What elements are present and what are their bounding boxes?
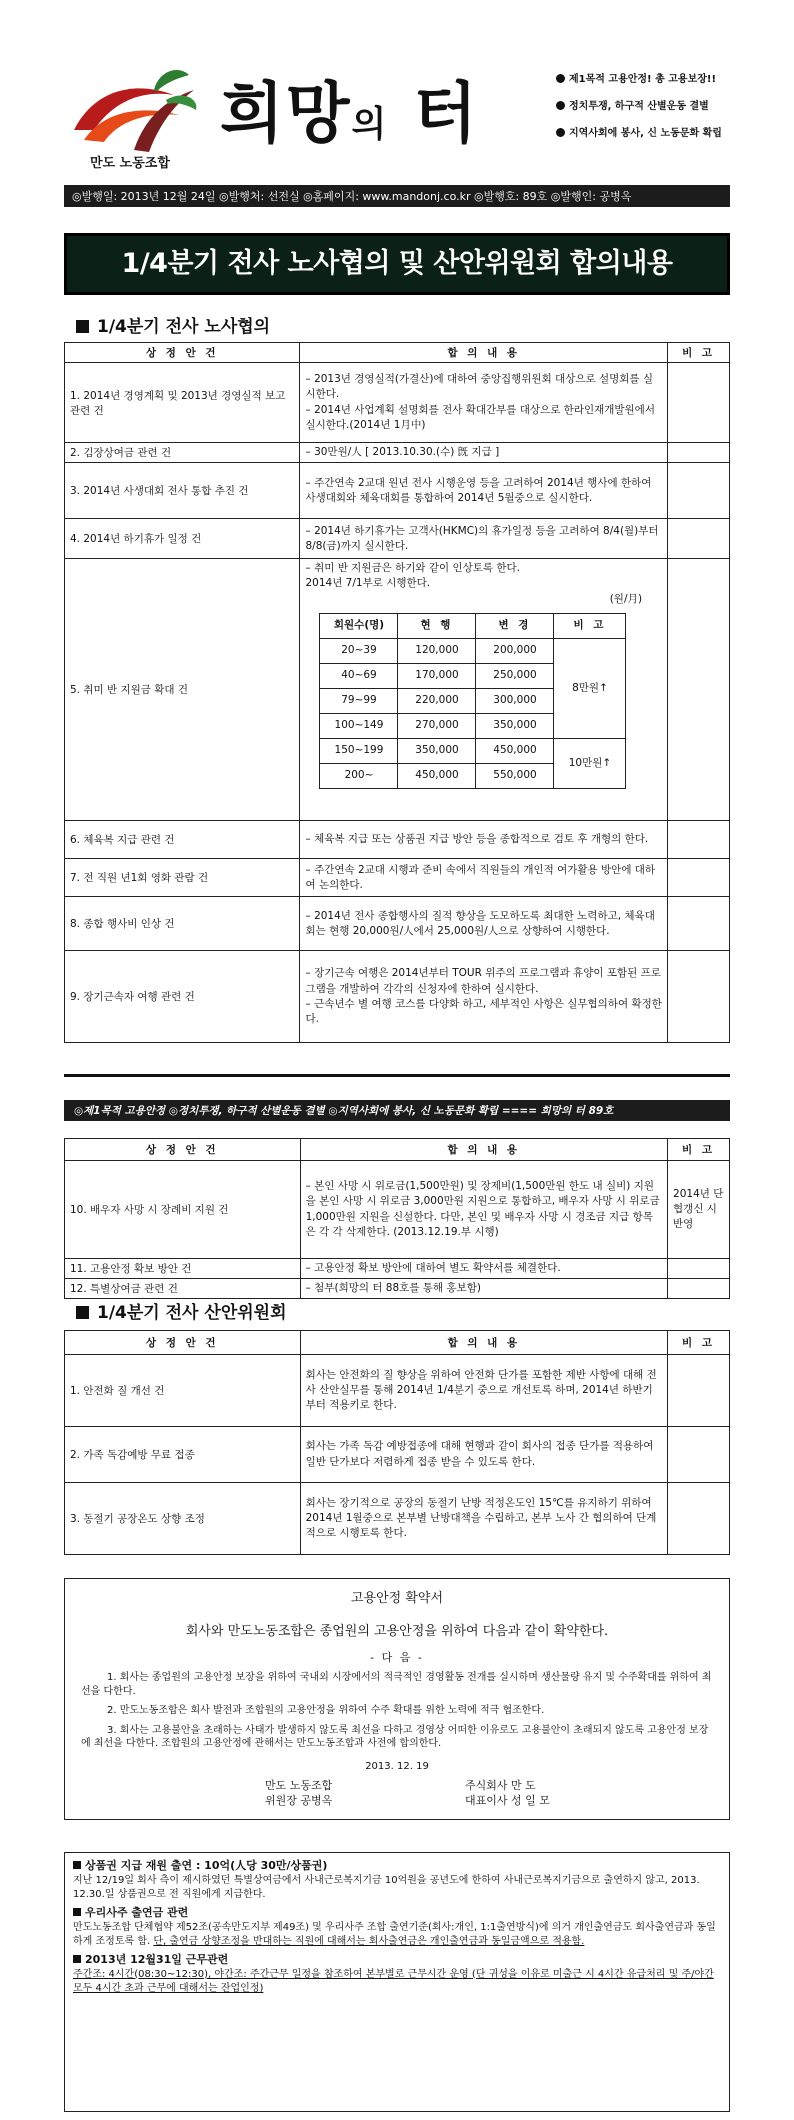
section-heading-labor-council: 1/4분기 전사 노사협의	[76, 312, 270, 337]
agenda-item: 12. 특별상여금 관련 건	[65, 1279, 301, 1299]
col-header-result: 합 의 내 용	[300, 343, 668, 363]
agreement-text: 회사는 안전화의 질 향상을 위하여 안전화 단가를 포함한 제반 사항에 대해 전사 산안실무를 통해 2014년 1/4분기 중으로 개선토록 하며, 2014년 하반기부터 적용키로 한다.	[300, 1355, 667, 1427]
slogan-item: 제1목적 고용안정! 총 고용보장!!	[556, 70, 756, 85]
pledge-item: 3. 회사는 고용불안을 초래하는 사태가 발생하지 않도록 최선을 다하고 경영상 어떠한 이유로도 고용불안이 초래되지 않도록 고용안정 보장에 최선을 다한다. 조합원의 고용안정에 관해서는 만도노동조합과 사전에 합의한다.	[81, 1724, 709, 1749]
notice-heading: 우리사주 출연금 관련	[73, 1905, 721, 1921]
pledge-intro: 회사와 만도노동조합은 종업원의 고용안정을 위하여 다음과 같이 확약한다.	[185, 1624, 609, 1639]
square-bullet-icon	[73, 1908, 81, 1916]
table-row	[65, 1161, 730, 1259]
slogan-item: 정치투쟁, 하구적 산별운동 결별	[556, 97, 756, 112]
square-bullet-icon	[73, 1861, 81, 1869]
agenda-item: 2. 가족 독감예방 무료 접종	[65, 1427, 301, 1483]
pledge-item: 2. 만도노동조합은 회사 발전과 조합원의 고용안정을 위하여 수주 확대를 위한 노력에 적극 협조한다.	[107, 1705, 545, 1716]
table-row: 20~39 120,000 200,000 8만원↑	[320, 638, 626, 663]
square-bullet-icon	[76, 320, 89, 333]
notice-heading: 2013년 12월31일 근무관련	[73, 1952, 721, 1968]
note-cell	[668, 897, 730, 951]
title-part-a: 희망	[220, 74, 352, 152]
slogan-list	[556, 70, 756, 151]
pledge-date: 2013. 12. 19	[365, 1760, 429, 1772]
agenda-item: 2. 김장상여금 관련 건	[65, 443, 300, 463]
signature-union: 만도 노동조합 위원장 공병옥	[265, 1779, 333, 1807]
newsletter-title	[220, 60, 540, 170]
note-cell	[668, 951, 730, 1043]
slogan-strip: ◎제1목적 고용안정 ◎정치투쟁, 하구적 산별운동 결별 ◎지역사회에 봉사, 신 노동문화 확립 ==== 희망의 터 89호	[64, 1100, 730, 1121]
title-part-c: 터	[413, 74, 480, 152]
title-part-b: 의	[351, 103, 389, 145]
labor-council-table-continued	[64, 1138, 730, 1299]
pledge-item: 1. 회사는 종업원의 고용안정 보장을 위하여 국내외 시장에서의 적극적인 경영활동 전개를 실시하며 생산물량 유지 및 수주확대를 위하여 최선을 다한다.	[81, 1672, 712, 1697]
bullet-icon	[556, 74, 565, 83]
table-row	[65, 559, 730, 821]
agenda-item: 10. 배우자 사망 시 장례비 지원 건	[65, 1161, 301, 1259]
notice-text: 만도노동조합 단체협약 제52조(공속만도지부 제49조) 및 우리사주 조합 출연기준(회사:개인, 1:1출연방식)에 의거 개인출연금도 회사출연금과 동일하게 조정토록 함. 단, 출연금 상향조정을 반대하는 직원에 대해서는 회사출연금은 개인출연금과 동일금액으로 적용함.	[73, 1921, 716, 1948]
col-header: 변 경	[476, 613, 554, 638]
notice-heading: 상품권 지급 재원 출연 : 10억(人당 30만/상품권)	[73, 1858, 721, 1874]
agreement-text: – 2014년 하기휴가는 고객사(HKMC)의 휴가일정 등을 고려하여 8/4(월)부터 8/8(금)까지 실시한다.	[300, 519, 668, 559]
table-row	[65, 363, 730, 443]
union-name: 만도 노동조합	[90, 156, 170, 171]
bullet-icon	[556, 128, 565, 137]
divider	[64, 1074, 730, 1077]
table-row: 79~99 220,000 300,000	[320, 688, 626, 713]
headline-banner: 1/4분기 전사 노사협의 및 산안위원회 합의내용	[64, 233, 730, 295]
table-row	[65, 821, 730, 859]
agenda-item: 7. 전 직원 년1회 영화 관람 건	[65, 859, 300, 897]
agreement-text: – 주간연속 2교대 원년 전사 시행운영 등을 고려하여 2014년 행사에 한하여 사생대회와 체육대회를 통합하여 2014년 5월중으로 실시한다.	[300, 463, 668, 519]
agenda-item: 8. 종합 행사비 인상 건	[65, 897, 300, 951]
square-bullet-icon	[76, 1306, 89, 1319]
notice-box	[64, 1852, 730, 2112]
increase-note: 8만원↑	[554, 638, 626, 738]
table-row	[65, 463, 730, 519]
agenda-item: 3. 2014년 사생대회 전사 통합 추진 건	[65, 463, 300, 519]
col-header-note: 비 고	[668, 343, 730, 363]
increase-note: 10만원↑	[554, 738, 626, 788]
agreement-text: – 2013년 경영실적(가결산)에 대하여 중앙집행위원회 대상으로 설명회를 실시한다. – 2014년 사업계획 설명회를 전사 확대간부를 대상으로 한라인재개발원에서 실시한다.(2014년 1月中)	[300, 363, 668, 443]
agenda-item: 11. 고용안정 확보 방안 건	[65, 1259, 301, 1279]
table-row	[65, 443, 730, 463]
table-row	[65, 897, 730, 951]
pledge-title: 고용안정 확약서	[350, 1591, 444, 1606]
agenda-item: 3. 동절기 공장온도 상향 조정	[65, 1483, 301, 1555]
table-row	[65, 1259, 730, 1279]
col-header: 비 고	[554, 613, 626, 638]
agreement-text: – 장기근속 여행은 2014년부터 TOUR 위주의 프로그램과 휴양이 포함된 프로그램을 개발하여 각각의 신청자에 한하여 실시한다. – 근속년수 별 여행 코스를 다양화 하고, 세부적인 사항은 실무협의하여 확정한다.	[300, 951, 668, 1043]
notice-text: 지난 12/19일 회사 측이 제시하였던 특별상여금에서 사내근로복지기금 10억원을 공년도에 한하여 사내근로복지기금으로 출연하지 않고, 2013. 12.30.일 상품권으로 전 직원에게 지급한다.	[73, 1874, 700, 1901]
agenda-item: 5. 취미 반 지원금 확대 건	[65, 559, 300, 821]
note-cell	[668, 859, 730, 897]
note-cell	[668, 559, 730, 821]
note-cell	[668, 443, 730, 463]
agreement-text: – 체육복 지급 또는 상품권 지급 방안 등을 종합적으로 검토 후 개형의 한다.	[300, 821, 668, 859]
table-row	[65, 1427, 730, 1483]
agenda-item: 9. 장기근속자 여행 관련 건	[65, 951, 300, 1043]
table-row	[65, 951, 730, 1043]
col-header-item: 상 정 안 건	[65, 1331, 301, 1355]
hobby-support-table	[319, 613, 626, 789]
agreement-text-hobby	[300, 559, 668, 821]
square-bullet-icon	[73, 1955, 81, 1963]
table-row: 40~69 170,000 250,000	[320, 663, 626, 688]
note-cell	[668, 519, 730, 559]
col-header-result: 합 의 내 용	[300, 1331, 667, 1355]
col-header-item: 상 정 안 건	[65, 343, 300, 363]
table-row: 150~199 350,000 450,000 10만원↑	[320, 738, 626, 763]
note-cell: 2014년 단협갱신 시 반영	[668, 1161, 730, 1259]
col-header-result: 합 의 내 용	[300, 1139, 667, 1161]
note-cell	[668, 1279, 730, 1299]
table-row	[65, 859, 730, 897]
note-cell	[668, 821, 730, 859]
col-header-note: 비 고	[668, 1139, 730, 1161]
agreement-text: 회사는 장기적으로 공장의 동절기 난방 적정온도인 15℃를 유지하기 위하여 2014년 1월중으로 본부별 난방대책을 수립하고, 본부 노사 간 협의하여 단계적으로 시행토록 한다.	[300, 1483, 667, 1555]
employment-pledge-box	[64, 1578, 730, 1820]
col-header-note: 비 고	[668, 1331, 730, 1355]
note-cell	[668, 463, 730, 519]
table-row	[65, 1279, 730, 1299]
col-header: 현 행	[398, 613, 476, 638]
note-cell	[668, 1483, 730, 1555]
agreement-text: – 첨부(희망의 터 88호를 통해 홍보함)	[300, 1279, 667, 1299]
note-cell	[668, 1259, 730, 1279]
table-row: 100~149 270,000 350,000	[320, 713, 626, 738]
pledge-center-label: - 다 음 -	[370, 1651, 424, 1664]
table-row	[65, 1355, 730, 1427]
agenda-item: 6. 체육복 지급 관련 건	[65, 821, 300, 859]
col-header: 회원수(명)	[320, 613, 398, 638]
agenda-item: 1. 안전화 질 개선 건	[65, 1355, 301, 1427]
agreement-text: – 취미 반 지원금은 하기와 같이 인상토록 한다. 2014년 7/1부로 시행한다.	[305, 562, 521, 590]
agenda-item: 4. 2014년 하기휴가 일정 건	[65, 519, 300, 559]
note-cell	[668, 1427, 730, 1483]
notice-text: 주간조: 4시간(08:30~12:30), 야간조: 주간근무 일정을 참조하여 본부별로 근무시간 운영 (단 귀성을 이유로 미출근 시 4시간 유급처리 및 주/야간 모두 4시간 초과 근무에 대해서는 잔업인정)	[73, 1968, 714, 1995]
agreement-text: – 2014년 전사 종합행사의 질적 향상을 도모하도록 최대한 노력하고, 체육대회는 현행 20,000원/人에서 25,000원/人으로 상향하여 시행한다.	[300, 897, 668, 951]
note-cell	[668, 363, 730, 443]
bullet-icon	[556, 101, 565, 110]
signature-company: 주식회사 만 도 대표이사 성 일 모	[465, 1779, 550, 1807]
agenda-item: 1. 2014년 경영계획 및 2013년 경영실적 보고 관련 건	[65, 363, 300, 443]
table-row	[65, 519, 730, 559]
unit-label: (원/月)	[609, 592, 643, 605]
agreement-text: – 30만원/人 [ 2013.10.30.(수) 旣 지급 ]	[300, 443, 668, 463]
publication-info-bar: ◎발행일: 2013년 12월 24일 ◎발행처: 선전실 ◎홈페이지: www.mandonj.co.kr ◎발행호: 89호 ◎발행인: 공병옥	[64, 185, 730, 207]
agreement-text: – 본인 사망 시 위로금(1,500만원) 및 장제비(1,500만원 한도 내 실비) 지원을 본인 사망 시 위로금 3,000만원 지원으로 통합하고, 배우자 사망 시 위로금 1,000만원 지원을 신설한다. 다만, 본인 및 배우자 사망 시 경조금 지급 항목은 각 각 삭제한다. (2013.12.19.부 시행)	[300, 1161, 667, 1259]
safety-committee-table	[64, 1330, 730, 1555]
note-cell	[668, 1355, 730, 1427]
labor-council-table	[64, 342, 730, 1043]
agreement-text: – 고용안정 확보 방안에 대하여 별도 확약서를 체결한다.	[300, 1259, 667, 1279]
agreement-text: – 주간연속 2교대 시행과 준비 속에서 직원들의 개인적 여가활용 방안에 대하여 논의한다.	[300, 859, 668, 897]
union-logo	[64, 60, 204, 165]
slogan-item: 지역사회에 봉사, 신 노동문화 확립	[556, 124, 756, 139]
section-heading-safety-committee: 1/4분기 전사 산안위원회	[76, 1298, 287, 1323]
col-header-item: 상 정 안 건	[65, 1139, 301, 1161]
table-row: 200~ 450,000 550,000	[320, 763, 626, 788]
table-row	[65, 1483, 730, 1555]
agreement-text: 회사는 가족 독감 예방접종에 대해 현행과 같이 회사의 접종 단가를 적용하여 일반 단가보다 저렴하게 접종 받을 수 있도록 한다.	[300, 1427, 667, 1483]
